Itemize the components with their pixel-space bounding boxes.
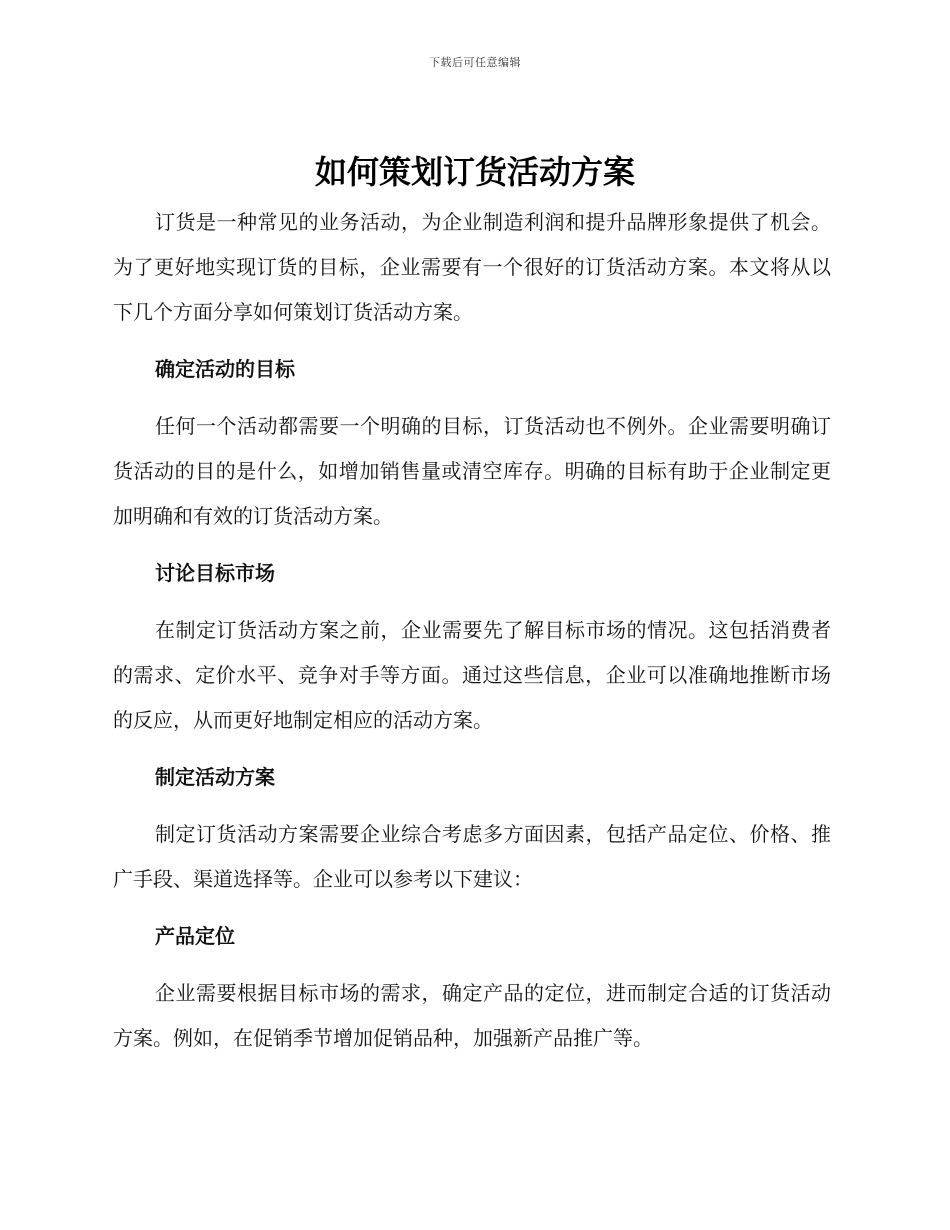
- document-title: 如何策划订货活动方案: [314, 153, 635, 191]
- section-paragraph-positioning: 企业需要根据目标市场的需求，确定产品的定位，进而制定合适的订货活动方案。例如，在促销季节增加促销品种，加强新产品推广等。: [113, 981, 831, 1050]
- section-heading-market: 讨论目标市场: [155, 561, 275, 585]
- section-paragraph-market: 在制定订货活动方案之前，企业需要先了解目标市场的情况。这包括消费者的需求、定价水平、竞争对手等方面。通过这些信息，企业可以准确地推断市场的反应，从而更好地制定相应的活动方案。: [113, 618, 831, 732]
- section-heading-positioning: 产品定位: [155, 924, 235, 948]
- document-body: [113, 200, 831, 1073]
- section-heading-plan: 制定活动方案: [155, 765, 275, 789]
- header-note: 下载后可任意编辑: [429, 56, 521, 69]
- section-heading-goal: 确定活动的目标: [155, 357, 295, 381]
- section-paragraph-plan: 制定订货活动方案需要企业综合考虑多方面因素，包括产品定位、价格、推广手段、渠道选择等。企业可以参考以下建议：: [113, 822, 831, 891]
- intro-paragraph: 订货是一种常见的业务活动，为企业制造利润和提升品牌形象提供了机会。为了更好地实现订货的目标，企业需要有一个很好的订货活动方案。本文将从以下几个方面分享如何策划订货活动方案。: [113, 210, 831, 324]
- section-paragraph-goal: 任何一个活动都需要一个明确的目标，订货活动也不例外。企业需要明确订货活动的目的是什么，如增加销售量或清空库存。明确的目标有助于企业制定更加明确和有效的订货活动方案。: [113, 414, 831, 528]
